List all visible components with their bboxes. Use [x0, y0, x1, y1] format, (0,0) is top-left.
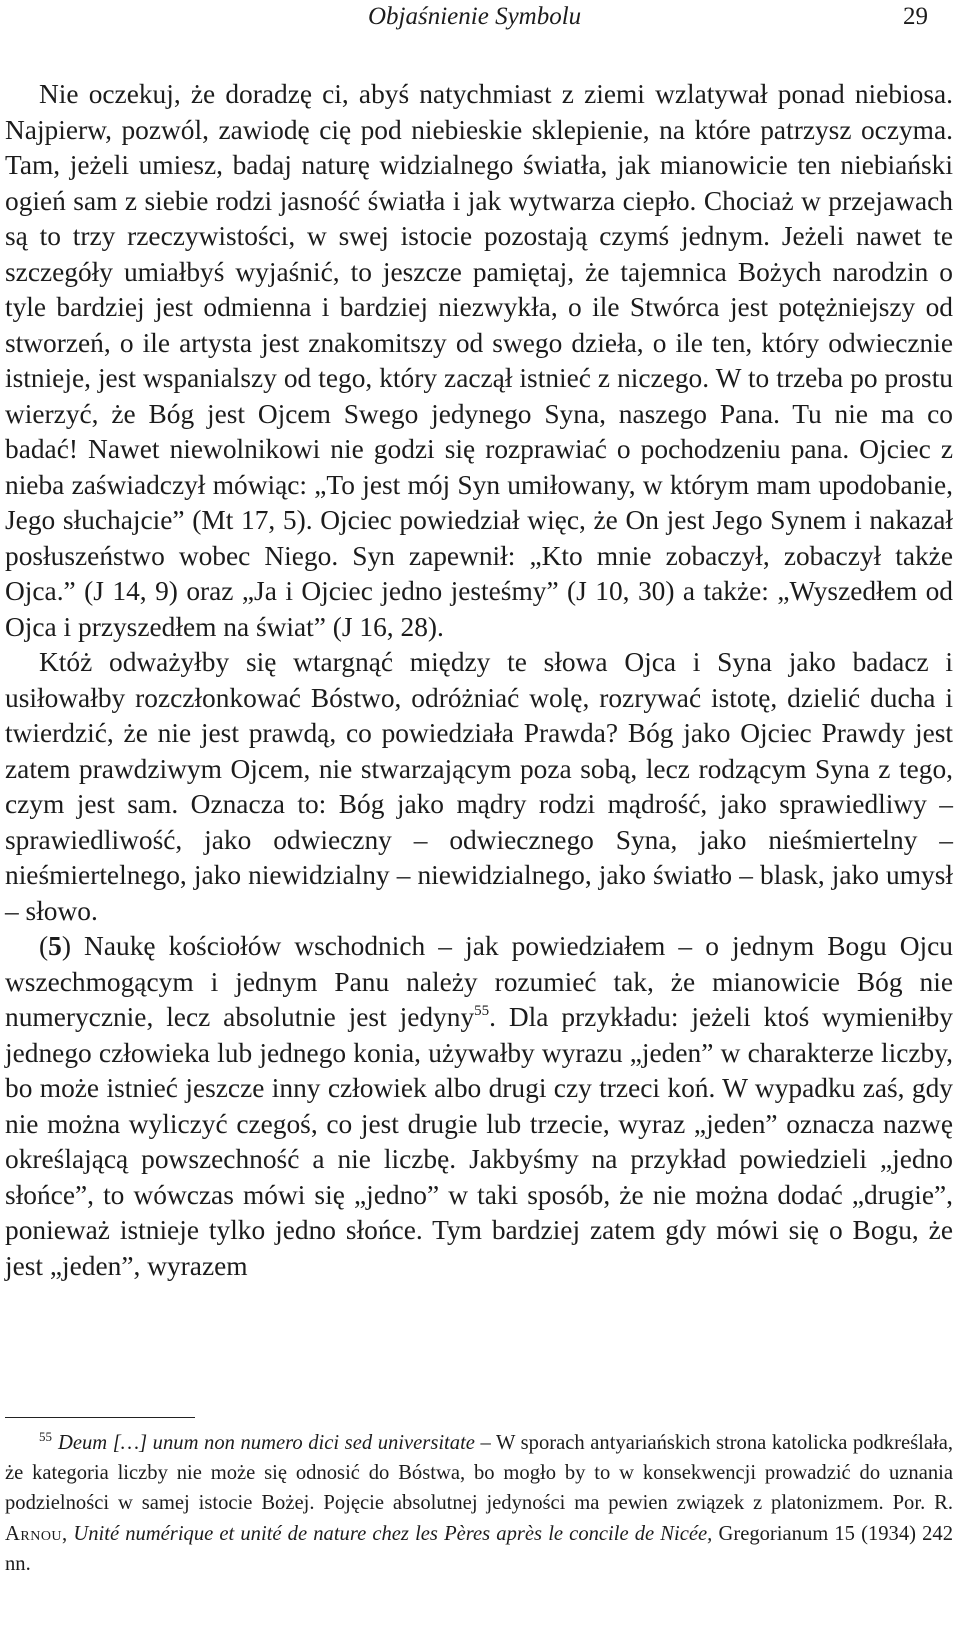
footnote-divider	[5, 1417, 195, 1418]
running-title: Objaśnienie Symbolu	[368, 3, 582, 30]
footnote-separator: ,	[62, 1522, 74, 1545]
footnote-latin-quote: Deum […] unum non numero dici sed universitate	[58, 1432, 475, 1454]
running-header	[0, 0, 960, 40]
page-number: 29	[903, 3, 928, 30]
section-open-paren: (	[39, 931, 49, 961]
footnote-author: Arnou	[5, 1522, 63, 1545]
footnote-work-title: Unité numérique et unité de nature chez les Pères après le concile de Nicée,	[73, 1522, 713, 1545]
section-number: 5	[48, 931, 62, 961]
body-text	[5, 77, 953, 1284]
footnote-55	[5, 1428, 953, 1579]
footnote-citation: Gregorianum 15 (1934) 242 nn.	[5, 1522, 954, 1575]
footnote-reference[interactable]: 55	[474, 1003, 490, 1019]
paragraph-3-text-a: Naukę kościołów wschodnich – jak powiedziałem – o jednym Bogu Ojcu wszechmogącym i jednym Panu należy rozumieć tak, że mianowicie Bóg nie numerycznie, lecz absolutnie jest jedyny	[5, 931, 953, 1032]
section-close-paren: )	[61, 931, 71, 961]
footnotes	[5, 1428, 953, 1579]
paragraph-2: Któż odważyłby się wtargnąć między te słowa Ojca i Syna jako badacz i usiłowałby rozczłonkować Bóstwo, odróżniać wolę, rozrywać istotę, dzielić ducha i twierdzić, że nie jest prawdą, co powiedziała Prawda? Bóg jako Ojciec Prawdy jest zatem prawdziwym Ojcem, nie stwarzającym poza sobą, lecz rodzącym Syna z tego, czym jest sam. Oznacza to: Bóg jako mądry rodzi mądrość, jako sprawiedliwy – sprawiedliwość, jako odwieczny – odwiecznego Syna, jako nieśmiertelny – nieśmiertelnego, jako niewidzialny – niewidzialnego, jako światło – blask, jako umysł – słowo.	[5, 647, 953, 926]
paragraph-3	[5, 929, 953, 1284]
footnote-text: – W sporach antyariańskich strona katolicka podkreślała, że kategoria liczby nie może się odnosić do Bóstwa, bo mogło by to w konsekwencji prowadzić do uznania podzielności w samej istocie Bożej. Pojęcie absolutnej jedyności ma pewien związek z platonizmem. Por. R.	[5, 1432, 953, 1515]
footnote-number: 55	[39, 1429, 52, 1444]
paragraph-1: Nie oczekuj, że doradzę ci, abyś natychmiast z ziemi wzlatywał ponad niebiosa. Najpierw, pozwól, zawiodę cię pod niebieskie sklepienie, na które patrzysz oczyma. Tam, jeżeli umiesz, badaj naturę widzialnego światła, jak mianowicie ten niebiański ogień sam z siebie rodzi jasność światła i jak wytwarza ciepło. Chociaż w przejawach są to trzy rzeczywistości, w swej istocie pozostają czymś jednym. Jeżeli nawet te szczegóły umiałbyś wyjaśnić, to jeszcze pamiętaj, że tajemnica Bożych narodzin o tyle bardziej jest odmienna i bardziej niezwykła, o ile Stwórca jest potężniejszy od stworzeń, o ile artysta jest znakomitszy od swego dzieła, o ile ten, który odwiecznie istnieje, jest wspanialszy od tego, który zaczął istnieć z niczego. W to trzeba po prostu wierzyć, że Bóg jest Ojcem Swego jedynego Syna, naszego Pana. Tu nie ma co badać! Nawet niewolnikowi nie godzi się rozprawiać o pochodzeniu pana. Ojciec z nieba zaświadczył mówiąc: „To jest mój Syn umiłowany, w którym mam upodobanie, Jego słuchajcie” (Mt 17, 5). Ojciec powiedział więc, że On jest Jego Synem i nakazał posłuszeństwo wobec Niego. Syn zapewnił: „Kto mnie zobaczył, zobaczył także Ojca.” (J 14, 9) oraz „Ja i Ojciec jedno jesteśmy” (J 10, 30) a także: „Wyszedłem od Ojca i przyszedłem na świat” (J 16, 28).	[5, 79, 953, 642]
paragraph-3-text-b: . Dla przykładu: jeżeli ktoś wymieniłby jednego człowieka lub jednego konia, używałby wyrazu „jeden” w charakterze liczby, bo może istnieć jeszcze inny człowiek albo drugi czy trzeci koń. W wypadku zaś, gdy nie można wyliczyć czegoś, co jest drugie lub trzecie, wyraz „jeden” oznacza nazwę określającą powszechność a nie liczbę. Jakbyśmy na przykład powiedzieli „jedno słońce”, to wówczas mówi się „jedno” w taki sposób, że nie można dodać „drugie”, ponieważ istnieje tylko jedno słońce. Tym bardziej zatem gdy mówi się o Bogu, że jest „jeden”, wyrazem	[5, 1002, 953, 1281]
